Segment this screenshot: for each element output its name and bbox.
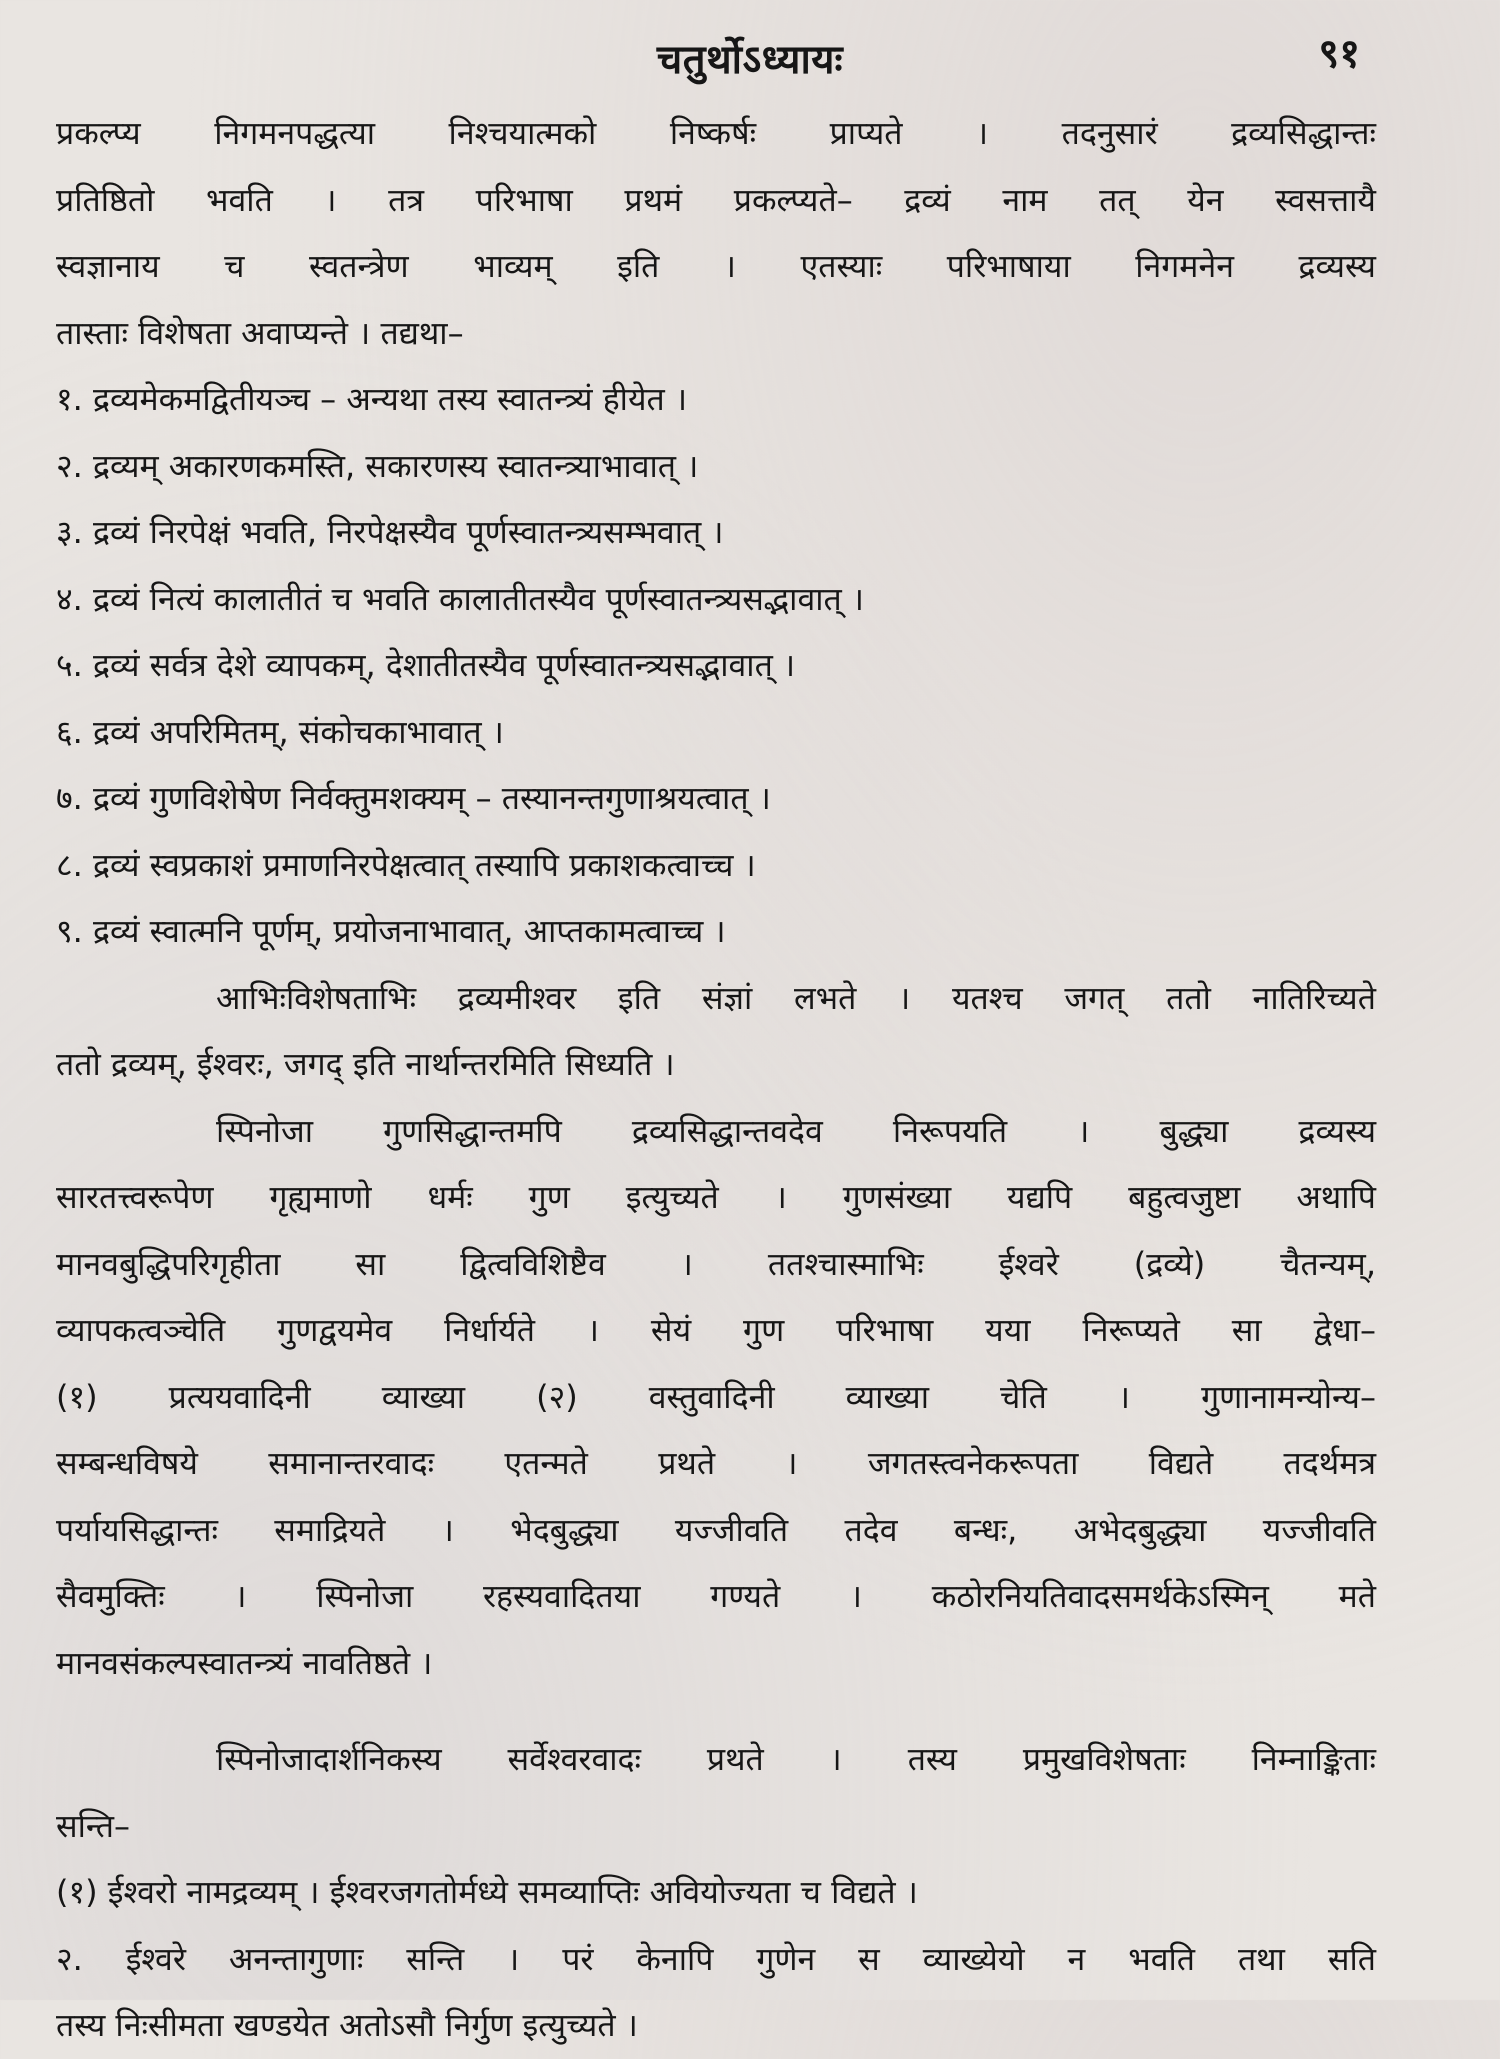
text-line: तास्ताः विशेषता अवाप्यन्ते । तद्यथा– [56,313,464,352]
list-item: २. ईश्वरे अनन्तागुणाः सन्ति । परं केनापि गुणेन स व्याख्येयो न भवति तथा सति [56,1939,1376,1978]
paragraph-gap [56,1696,1376,1726]
page-number: ९१ [1318,31,1360,77]
list-item: ६. द्रव्यं अपरिमितम्, संकोचकाभावात् । [56,712,504,751]
text-line: स्वज्ञानाय च स्वतन्त्रेण भाव्यम् इति । एतस्याः परिभाषाया निगमनेन द्रव्यस्य [56,247,1376,285]
list-item: ७. द्रव्यं गुणविशेषेण निर्वक्तुमशक्यम् – तस्यानन्तगुणाश्रयत्वात् । [56,779,771,817]
page-body [56,100,1376,2059]
text-line: सम्बन्धविषये समानान्तरवादः एतन्मते प्रथते । जगतस्त्वनेकरूपता विद्यते तदर्थमत्र [56,1444,1376,1482]
list-item: १. द्रव्यमेकमद्वितीयञ्च – अन्यथा तस्य स्वातन्त्र्यं हीयेत । [56,380,688,418]
paragraph-start: स्पिनोजादार्शनिकस्य सर्वेश्वरवादः प्रथते । तस्य प्रमुखविशेषताः निम्नाङ्किताः [216,1740,1376,1778]
text-line: प्रकल्प्य निगमनपद्धत्या निश्चयात्मको निष्कर्षः प्राप्यते । तदनुसारं द्रव्यसिद्धान्तः [56,114,1376,152]
list-item: २. द्रव्यम् अकारणकमस्ति, सकारणस्य स्वातन्त्र्याभावात् । [56,446,699,485]
text-line: सैवमुक्तिः । स्पिनोजा रहस्यवादितया गण्यते । कठोरनियतिवादसमर्थकेऽस्मिन् मते [56,1577,1376,1615]
list-item: ९. द्रव्यं स्वात्मनि पूर्णम्, प्रयोजनाभावात्, आप्तकामत्वाच्च । [56,912,726,950]
list-item: ४. द्रव्यं नित्यं कालातीतं च भवति कालातीतस्यैव पूर्णस्वातन्त्र्यसद्भावात् । [56,579,865,618]
paragraph-start: आभिःविशेषताभिः द्रव्यमीश्वर इति संज्ञां लभते । यतश्च जगत् ततो नातिरिच्यते [216,978,1376,1017]
text-line: सारतत्त्वरूपेण गृह्यमाणो धर्मः गुण इत्युच्यते । गुणसंख्या यद्यपि बहुत्वजुष्टा अथापि [56,1178,1376,1216]
text-line: सन्ति– [56,1806,131,1845]
list-item: ८. द्रव्यं स्वप्रकाशं प्रमाणनिरपेक्षत्वात् तस्यापि प्रकाशकत्वाच्च । [56,845,756,884]
list-item: ३. द्रव्यं निरपेक्षं भवति, निरपेक्षस्यैव पूर्णस्वातन्त्र्यसम्भवात् । [56,513,724,551]
text-line: तस्य निःसीमता खण्डयेत अतोऽसौ निर्गुण इत्युच्यते । [56,2006,638,2044]
text-line: मानवसंकल्पस्वातन्त्र्यं नावतिष्ठते । [56,1643,433,1682]
chapter-title: चतुर्थोऽध्यायः [656,37,844,83]
text-line: मानवबुद्धिपरिगृहीता सा द्वित्वविशिष्टैव । ततश्चास्माभिः ईश्वरे (द्रव्ये) चैतन्यम्, [56,1244,1376,1283]
text-line: (१) प्रत्ययवादिनी व्याख्या (२) वस्तुवादिनी व्याख्या चेति । गुणानामन्योन्य– [56,1377,1376,1416]
list-item: ५. द्रव्यं सर्वत्र देशे व्यापकम्, देशातीतस्यैव पूर्णस्वातन्त्र्यसद्भावात् । [56,646,796,684]
text-line: प्रतिष्ठितो भवति । तत्र परिभाषा प्रथमं प्रकल्प्यते– द्रव्यं नाम तत् येन स्वसत्तायै [56,180,1376,219]
list-item: (१) ईश्वरो नामद्रव्यम् । ईश्वरजगतोर्मध्ये समव्याप्तिः अवियोज्यता च विद्यते । [56,1873,918,1911]
paragraph-start: स्पिनोजा गुणसिद्धान्तमपि द्रव्यसिद्धान्तवदेव निरूपयति । बुद्ध्या द्रव्यस्य [216,1111,1376,1150]
text-line: व्यापकत्वञ्चेति गुणद्वयमेव निर्धार्यते । सेयं गुण परिभाषा यया निरूप्यते सा द्वेधा– [56,1311,1376,1349]
text-line: पर्यायसिद्धान्तः समाद्रियते । भेदबुद्ध्या यज्जीवति तदेव बन्धः, अभेदबुद्ध्या यज्जीवति [56,1510,1376,1549]
text-line: ततो द्रव्यम्, ईश्वरः, जगद् इति नार्थान्तरमिति सिध्यति । [56,1045,675,1083]
